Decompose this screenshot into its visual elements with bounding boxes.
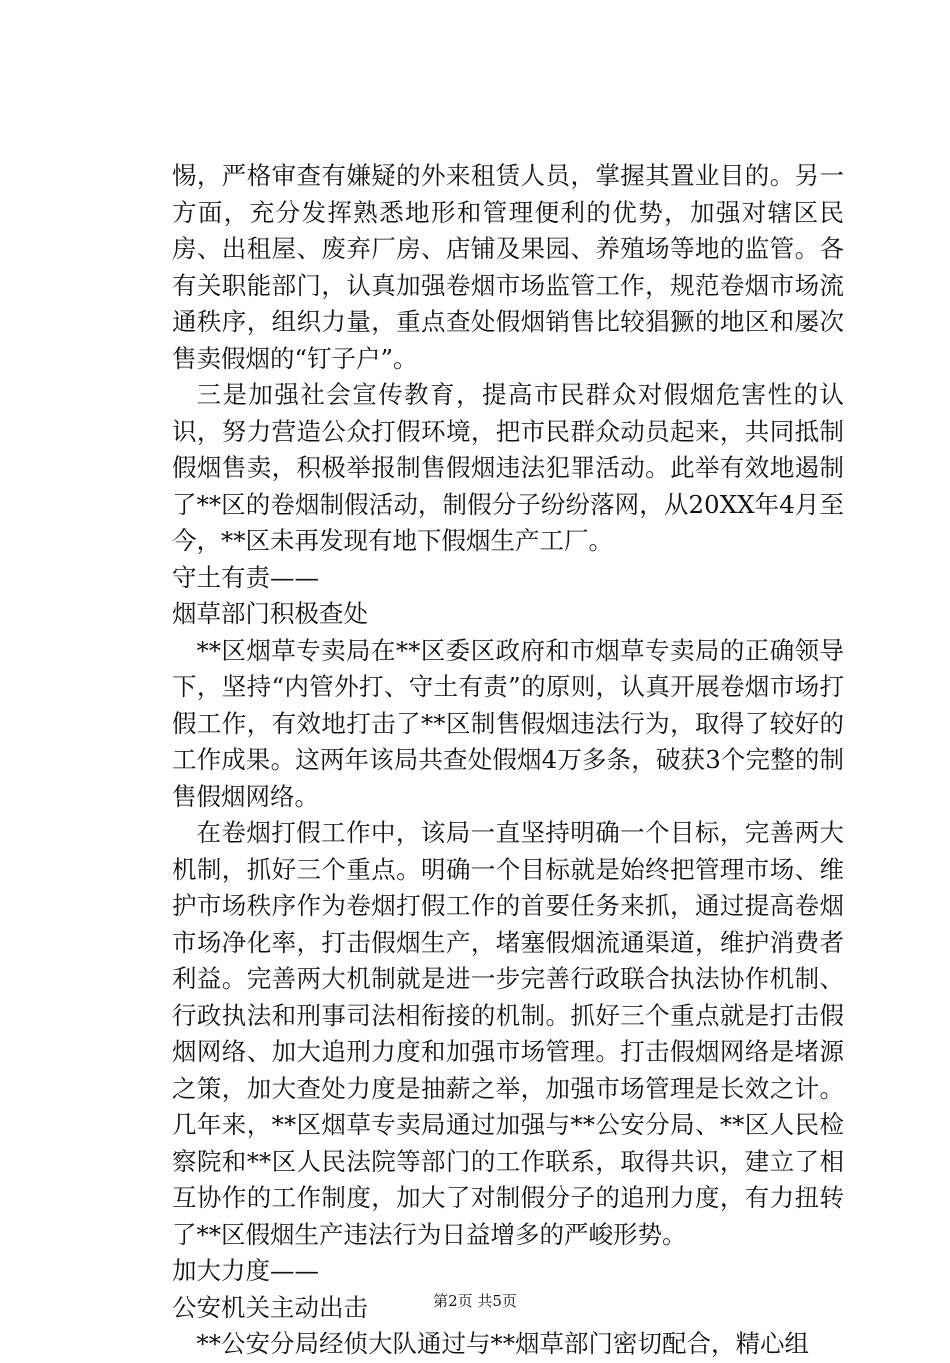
section-subheading-tobacco-dept: 烟草部门积极查处 (172, 599, 368, 628)
paragraph-anti-counterfeit-work: 在卷烟打假工作中，该局一直坚持明确一个目标，完善两大机制，抓好三个重点。明确一个目标就是始终把管理市场、维护市场秩序作为卷烟打假工作的首要任务来抓，通过提高卷烟市场净化率，打击假烟生产，堵塞假烟流通渠道，维护消费者利益。完善两大机制就是进一步完善行政联合执法协作机制、行政执法和刑事司法相衔接的机制。抓好三个重点就是打击假烟网络、加大追刑力度和加强市场管理。打击假烟网络是堵源之策，加大查处力度是抽薪之举，加强市场管理是长效之计。几年来，**区烟草专卖局通过加强与**公安分局、**区人民检察院和**区人民法院等部门的工作联系，取得共识，建立了相互协作的工作制度，加大了对制假分子的追刑力度，有力扭转了**区假烟生产违法行为日益增多的严峻形势。 (172, 818, 844, 1249)
document-body (172, 158, 844, 1363)
section-heading-tobacco-duty: 守土有责—— (172, 562, 319, 592)
paragraph-police-cooperation: **公安分局经侦大队通过与**烟草部门密切配合，精心组 (196, 1329, 809, 1358)
section-heading-increase-effort: 加大力度—— (172, 1256, 319, 1285)
page-footer (0, 1290, 950, 1311)
section-subheading-police: 公安机关主动出击 (172, 1292, 368, 1322)
paragraph-public-education: 三是加强社会宣传教育，提高市民群众对假烟危害性的认识，努力营造公众打假环境，把市民群众动员起来，共同抵制假烟售卖，积极举报制售假烟违法犯罪活动。此举有效地遏制了**区的卷烟制假活动，制假分子纷纷落网，从20XX年4月至今，**区未再发现有地下假烟生产工厂。 (172, 380, 844, 555)
page-number-label: 第2页 共5页 (433, 1292, 517, 1310)
paragraph-tobacco-bureau: **区烟草专卖局在**区委区政府和市烟草专卖局的正确领导下，坚持“内管外打、守土有责”的原则，认真开展卷烟市场打假工作，有效地打击了**区制售假烟违法行为，取得了较好的工作成果。这两年该局共查处假烟4万多条，破获3个完整的制售假烟网络。 (172, 635, 844, 811)
paragraph-continuation: 惕，严格审查有嫌疑的外来租赁人员，掌握其置业目的。另一方面，充分发挥熟悉地形和管理便利的优势，加强对辖区民房、出租屋、废弃厂房、店铺及果园、养殖场等地的监管。各有关职能部门，认真加强卷烟市场监管工作，规范卷烟市场流通秩序，组织力量，重点查处假烟销售比较猖獗的地区和屡次售卖假烟的“钉子户”。 (172, 161, 844, 373)
